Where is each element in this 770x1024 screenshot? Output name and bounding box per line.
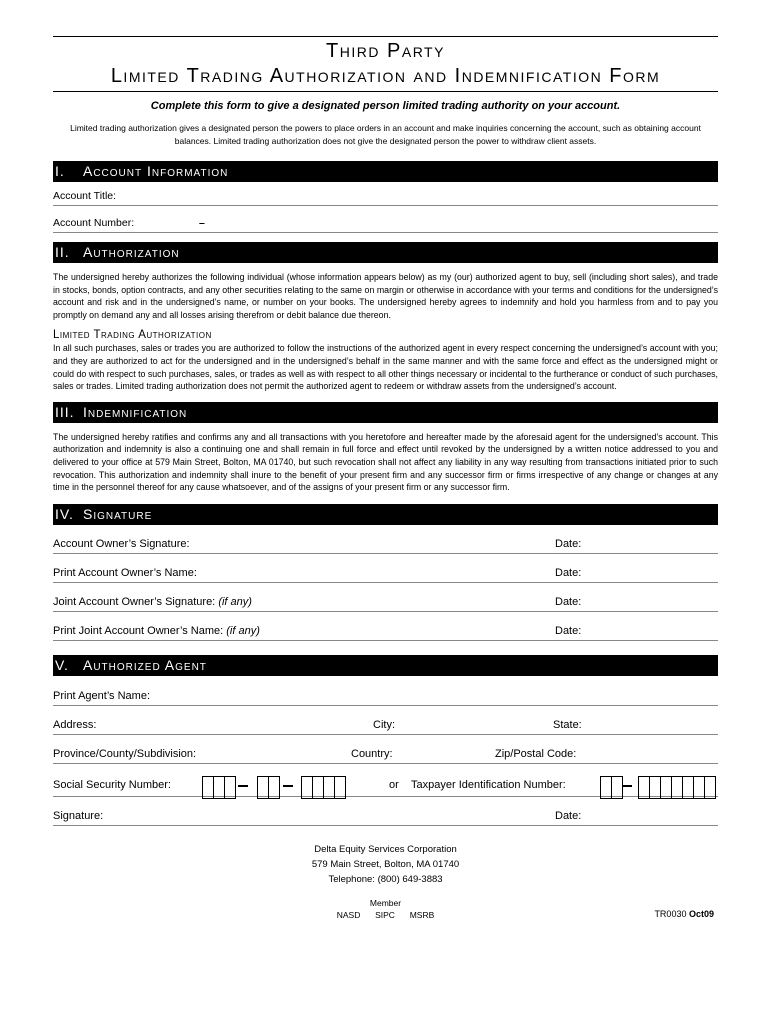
ssn-label: Social Security Number: xyxy=(53,778,171,791)
title-line-2: Limited Trading Authorization and Indemnification Form xyxy=(110,65,661,87)
authorization-text: The undersigned hereby authorizes the following individual (whose information appears below) as my (our) authorized agent to buy, sell (including short sales), and trade in stocks, bonds, option contracts, and any other securities relating to the same on margin or otherwise in accordance with your terms and conditions for the undersigned’s account and risk and in the undersigned’s name, or number on your books. The undersigned hereby agrees to indemnify and hold you harmless from and to pay you promptly on demand any and all losses arising therefrom or debit balance due thereon. xyxy=(53,272,718,320)
address-label: Address: xyxy=(53,718,97,731)
joint-signature-field[interactable] xyxy=(53,593,718,612)
section-title: Authorized Agent xyxy=(83,656,207,673)
zip-label: Zip/Postal Code: xyxy=(495,747,577,760)
ssn-boxes-part-3[interactable] xyxy=(302,776,346,799)
date-label: Date: xyxy=(555,537,582,550)
print-agent-name-field[interactable] xyxy=(53,687,718,706)
ssn-boxes-part-1[interactable] xyxy=(203,776,236,799)
company-address: 579 Main Street, Bolton, MA 01740 xyxy=(311,858,460,870)
account-title-label: Account Title: xyxy=(53,190,117,202)
print-joint-name-field[interactable] xyxy=(53,622,718,641)
date-label: Date: xyxy=(555,566,582,579)
account-title-field[interactable] xyxy=(53,187,718,206)
company-phone: Telephone: (800) 649-3883 xyxy=(328,873,443,885)
section-authorization xyxy=(53,242,718,263)
ssn-dash-2 xyxy=(283,785,293,787)
date-label: Date: xyxy=(555,809,582,822)
province-label: Province/County/Subdivision: xyxy=(53,747,197,760)
form-code xyxy=(654,909,714,919)
member-sipc: SIPC xyxy=(375,909,395,920)
or-label: or xyxy=(389,778,399,791)
account-number-dash: – xyxy=(199,217,205,229)
form-title xyxy=(53,39,718,89)
form-subtitle: Complete this form to give a designated person limited trading authority on your account. xyxy=(150,100,621,112)
section-number: II. xyxy=(55,244,70,260)
tin-boxes-part-1[interactable] xyxy=(601,776,623,799)
section-number: IV. xyxy=(55,505,74,522)
tin-boxes-part-2[interactable] xyxy=(639,776,716,799)
print-agent-name-label: Print Agent’s Name: xyxy=(53,689,151,702)
top-rule xyxy=(53,36,718,37)
member-msrb: MSRB xyxy=(409,909,435,920)
print-owner-name-label: Print Account Owner’s Name: xyxy=(53,566,197,579)
limited-trading-text: In all such purchases, sales or trades you are authorized to follow the instructions of the authorized agent in every respect concerning the undersigned’s account with you; and they are authorized to act for the undersigned and in the undersigned’s behalf in the same manner and with the same force and effect as the undersigned might or could do with respect to such purchases, sales, or trades as well as with respect to all other things necessary or incidental to the furtherance or conduct of such purchases, sales or trades. Limited trading authorization does not permit the authorized agent to redeem or withdraw assets from the undersigned’s account. xyxy=(53,343,719,392)
form-code-number: TR0030 xyxy=(654,908,687,919)
intro-text: Limited trading authorization gives a designated person the powers to place orders in an account and make inquiries concerning the account, such as obtaining account balances. Limited trading authorization does not give the designated person the power to withdraw client assets. xyxy=(70,123,701,146)
agent-signature-field[interactable] xyxy=(53,807,718,826)
section-account-information xyxy=(53,161,718,182)
if-any-note: (if any) xyxy=(226,624,260,637)
print-owner-name-field[interactable] xyxy=(53,564,718,583)
joint-signature-label: Joint Account Owner’s Signature: xyxy=(53,595,216,608)
section-title: Authorization xyxy=(83,244,180,260)
date-label: Date: xyxy=(555,624,582,637)
agent-address-row[interactable] xyxy=(53,716,718,735)
member-label: Member xyxy=(369,897,402,908)
account-number-label: Account Number: xyxy=(53,217,135,229)
form-page xyxy=(53,36,718,923)
tin-label: Taxpayer Identification Number: xyxy=(411,778,566,791)
company-name: Delta Equity Services Corporation xyxy=(314,843,457,855)
city-label: City: xyxy=(373,718,395,731)
section-title: Indemnification xyxy=(83,403,188,420)
tin-dash xyxy=(622,785,632,787)
member-block xyxy=(53,897,718,923)
date-label: Date: xyxy=(555,595,582,608)
agent-id-row xyxy=(53,774,718,797)
section-number: III. xyxy=(55,403,75,420)
agent-region-row[interactable] xyxy=(53,745,718,764)
section-indemnification xyxy=(53,402,718,423)
company-footer xyxy=(53,842,718,887)
member-nasd: NASD xyxy=(336,909,361,920)
member-list xyxy=(53,909,718,921)
agent-signature-label: Signature: xyxy=(53,809,104,822)
section-authorized-agent xyxy=(53,655,718,676)
indemnification-text: The undersigned hereby ratifies and confirms any and all transactions with you heretofore and hereafter made by the aforesaid agent for the undersigned’s account. This authorization and indemnity is also a continuing one and shall remain in full force and effect until revoked by the undersigned by a written notice addressed to you and delivered to your office at 579 Main Street, Bolton, MA 01740, but such revocation shall not affect any liability in any way resulting from transactions initiated prior to such revocation. This authorization and indemnity shall inure to the benefit of your present firm and any successor firm or firms irrespective of any change or changes at any time in the personnel thereof for any cause whatsoever, and of the assigns of your present firm or any successor firm. xyxy=(53,431,718,493)
section-number: V. xyxy=(55,656,69,673)
section-signature xyxy=(53,504,718,525)
print-joint-name-label: Print Joint Account Owner’s Name: xyxy=(53,624,224,637)
ssn-dash-1 xyxy=(238,785,248,787)
section-title: Signature xyxy=(83,505,153,522)
ssn-boxes-part-2[interactable] xyxy=(258,776,280,799)
limited-trading-heading: Limited Trading Authorization xyxy=(53,329,212,342)
owner-signature-field[interactable] xyxy=(53,535,718,554)
title-rule xyxy=(53,91,718,92)
account-number-field[interactable] xyxy=(53,214,718,233)
owner-signature-label: Account Owner’s Signature: xyxy=(53,537,190,550)
state-label: State: xyxy=(553,718,582,731)
country-label: Country: xyxy=(351,747,393,760)
section-title: Account Information xyxy=(83,163,229,179)
section-number: I. xyxy=(55,163,65,179)
form-code-date: Oct09 xyxy=(688,908,714,919)
if-any-note: (if any) xyxy=(218,595,252,608)
title-line-1: Third Party xyxy=(326,40,445,62)
